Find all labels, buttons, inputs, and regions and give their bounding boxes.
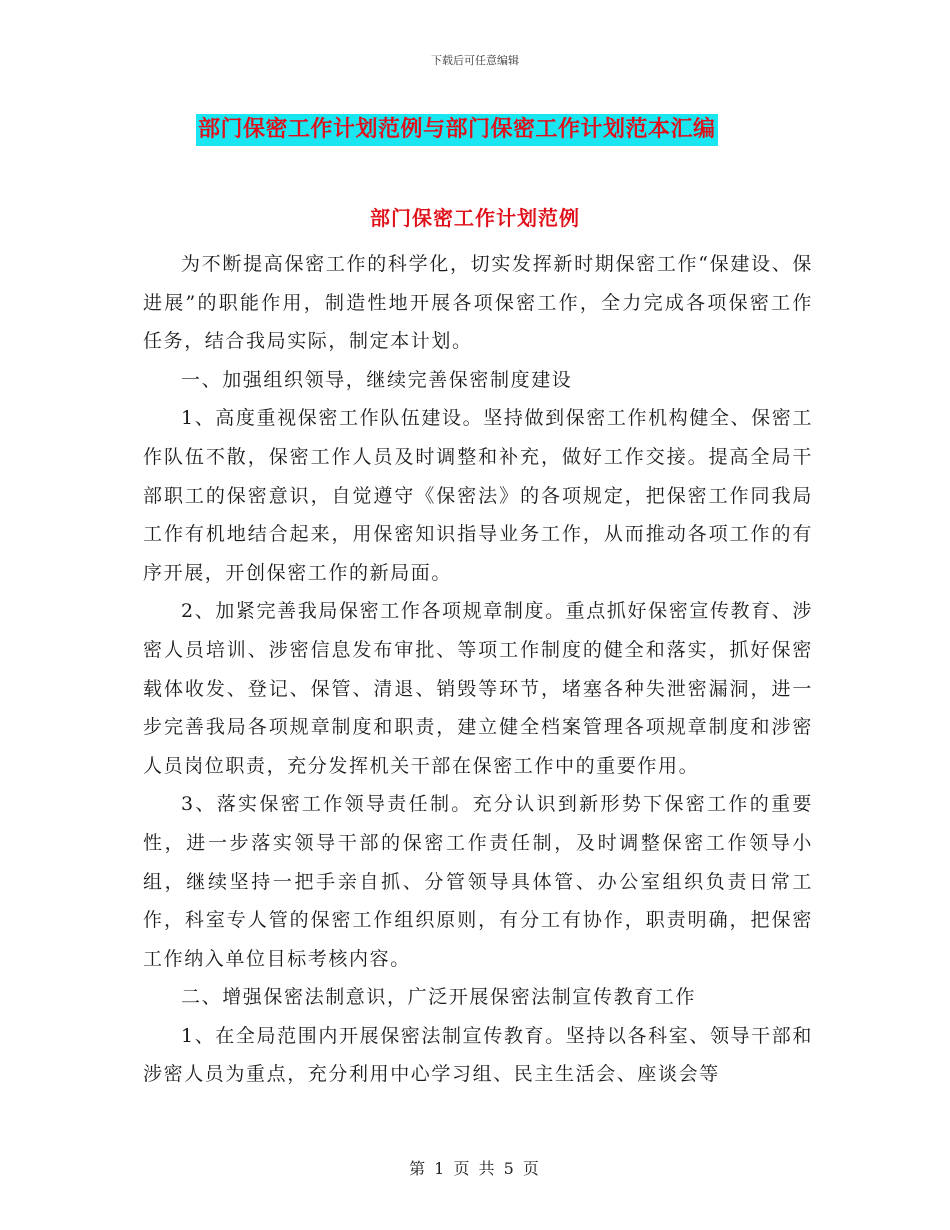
paragraph-heading: 二、增强保密法制意识，广泛开展保密法制宣传教育工作 <box>181 986 697 1009</box>
paragraph: 2、加紧完善我局保密工作各项规章制度。重点抓好保密宣传教育、涉密人员培训、涉密信息发布审批、等项工作制度的健全和落实，抓好保密载体收发、登记、保管、清退、销毁等环节，堵塞各种失泄密漏洞，进一步完善我局各项规章制度和职责，建立健全档案管理各项规章制度和涉密人员岗位职责，充分发挥机关干部在保密工作中的重要作用。 <box>143 600 813 777</box>
paragraph: 为不断提高保密工作的科学化，切实发挥新时期保密工作“保建设、保进展”的职能作用，制造性地开展各项保密工作，全力完成各项保密工作任务，结合我局实际，制定本计划。 <box>143 253 813 353</box>
paragraph: 3、落实保密工作领导责任制。充分认识到新形势下保密工作的重要性，进一步落实领导干部的保密工作责任制，及时调整保密工作领导小组，继续坚持一把手亲自抓、分管领导具体管、办公室组织负责日常工作，科室专人管的保密工作组织原则，有分工有协作，职责明确，把保密工作纳入单位目标考核内容。 <box>143 793 813 970</box>
paragraph: 1、高度重视保密工作队伍建设。坚持做到保密工作机构健全、保密工作队伍不散，保密工作人员及时调整和补充，做好工作交接。提高全局干部职工的保密意识，自觉遵守《保密法》的各项规定，把保密工作同我局工作有机地结合起来，用保密知识指导业务工作，从而推动各项工作的有序开展，开创保密工作的新局面。 <box>143 407 813 584</box>
body-text <box>143 245 813 1094</box>
paragraph: 1、在全局范围内开展保密法制宣传教育。坚持以各科室、领导干部和涉密人员为重点，充分利用中心学习组、民主生活会、座谈会等 <box>143 1024 813 1086</box>
header-note: 下载后可任意编辑 <box>431 54 519 67</box>
paragraph-heading: 一、加强组织领导，继续完善保密制度建设 <box>181 368 573 391</box>
main-title: 部门保密工作计划范例与部门保密工作计划范本汇编 <box>196 114 718 146</box>
section-title: 部门保密工作计划范例 <box>370 206 580 230</box>
page-footer: 第 1 页 共 5 页 <box>409 1159 541 1178</box>
